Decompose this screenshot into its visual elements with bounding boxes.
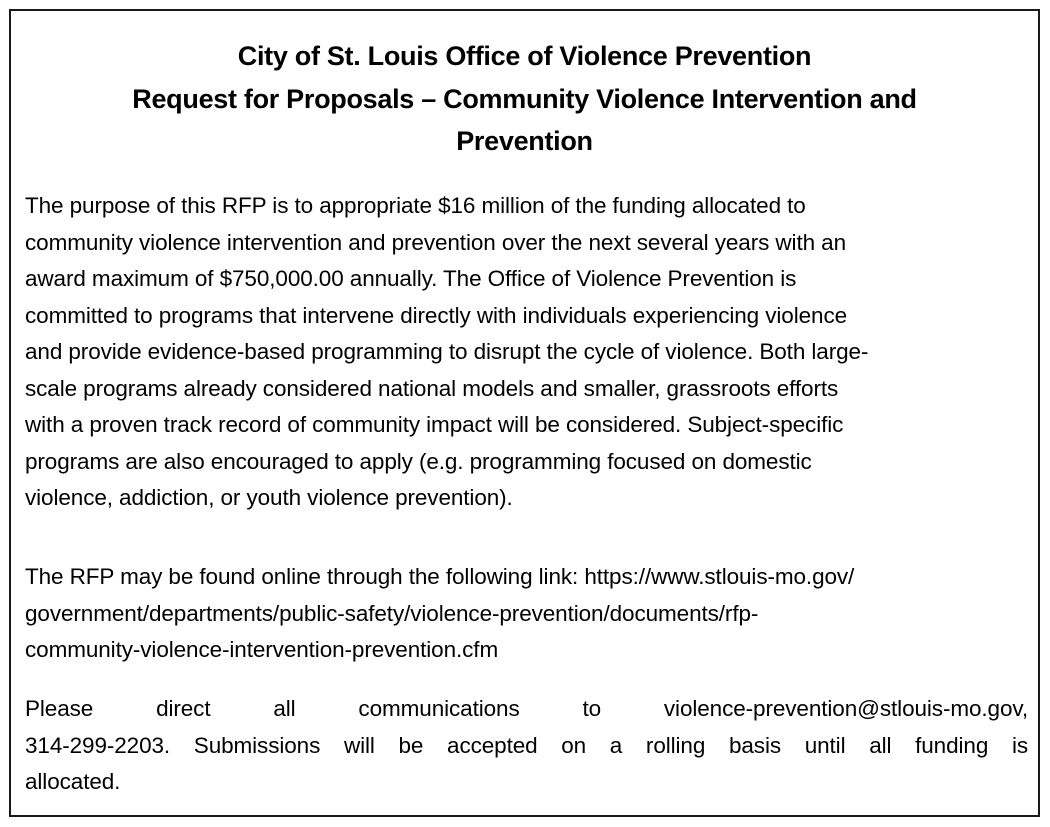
purpose-line: committed to programs that intervene directly with individuals experiencing violence bbox=[25, 302, 848, 328]
purpose-line: and provide evidence-based programming to disrupt the cycle of violence. Both large- bbox=[25, 339, 869, 364]
rfp-notice-box bbox=[9, 9, 1040, 817]
contact-line: Please direct all communications to violence-prevention@stlouis-mo.gov, bbox=[25, 696, 1028, 721]
link-line: community-violence-intervention-prevention.cfm bbox=[25, 637, 499, 662]
link-line: The RFP may be found online through the following link: https://www.stlouis-mo.gov/ bbox=[25, 564, 855, 589]
contact-line: allocated. bbox=[25, 769, 121, 794]
title-line-3: Prevention bbox=[456, 126, 593, 156]
contact-paragraph bbox=[25, 691, 1028, 801]
purpose-line: community violence intervention and prevention over the next several years with an bbox=[25, 229, 846, 255]
purpose-line: with a proven track record of community impact will be considered. Subject-specific bbox=[25, 412, 844, 437]
purpose-line: programs are also encouraged to apply (e.g. programming focused on domestic bbox=[25, 448, 812, 474]
purpose-line: scale programs already considered national models and smaller, grassroots efforts bbox=[25, 375, 839, 401]
link-line: government/departments/public-safety/violence-prevention/documents/rfp- bbox=[25, 600, 759, 626]
rfp-link-paragraph bbox=[25, 559, 1028, 669]
purpose-line: award maximum of $750,000.00 annually. The Office of Violence Prevention is bbox=[25, 266, 797, 291]
purpose-line: The purpose of this RFP is to appropriate $16 million of the funding allocated to bbox=[25, 193, 806, 218]
purpose-line: violence, addiction, or youth violence prevention). bbox=[25, 485, 513, 510]
title-line-1: City of St. Louis Office of Violence Prevention bbox=[237, 41, 812, 71]
notice-title bbox=[11, 35, 1038, 163]
title-line-2: Request for Proposals – Community Violence Intervention and bbox=[132, 83, 917, 114]
purpose-paragraph bbox=[25, 188, 1028, 517]
contact-line: 314-299-2203. Submissions will be accepted on a rolling basis until all funding is bbox=[25, 732, 1028, 758]
